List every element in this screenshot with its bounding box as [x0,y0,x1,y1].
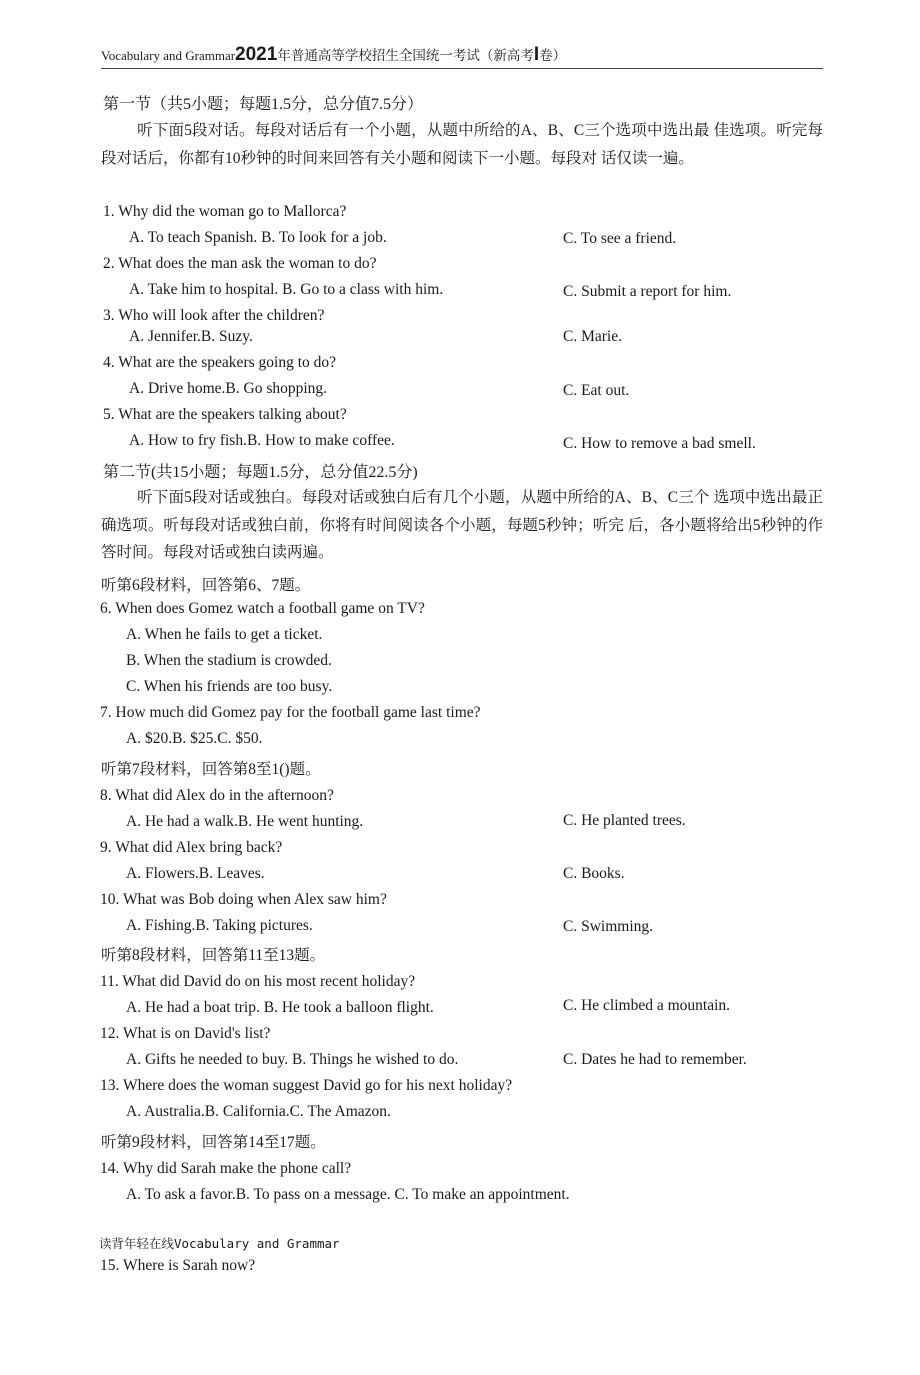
question-7-options: A. $20.B. $25.C. $50. [126,730,263,747]
header-tail: 卷） [539,48,567,63]
question-10-option-c: C. Swimming. [563,918,654,935]
header-year: 2021 [235,44,278,65]
question-8-option-c: C. He planted trees. [563,812,686,829]
question-9-options-ab: A. Flowers.B. Leaves. [126,865,265,882]
question-10: 10. What was Bob doing when Alex saw him? [100,891,387,908]
question-2-options-ab: A. Take him to hospital. B. Go to a class with him. [129,281,444,298]
question-13-options: A. Australia.B. California.C. The Amazon. [126,1103,391,1120]
section1-instructions: 听下面5段对话。每段对话后有一个小题，从题中所给的A、B、C三个选项中选出最 佳选项。听完每段对话后，你都有10秒钟的时间来回答有关小题和阅读下一小题。每段对 话仅读一遍。 [101,122,823,167]
question-3-option-c: C. Marie. [563,328,622,345]
question-15: 15. Where is Sarah now? [100,1257,256,1274]
question-5-options-ab: A. How to fry fish.B. How to make coffee. [129,432,395,449]
question-10-options-ab: A. Fishing.B. Taking pictures. [126,917,313,934]
question-14: 14. Why did Sarah make the phone call? [100,1160,352,1177]
question-3: 3. Who will look after the children? [103,307,325,324]
question-14-options: A. To ask a favor.B. To pass on a message. C. To make an appointment. [126,1186,570,1203]
question-6-option-a: A. When he fails to get a ticket. [126,626,323,643]
section1-title: 第一节（共5小题；每题1.5分，总分值7.5分） [103,96,424,113]
header-mark: I [533,44,540,65]
header-title: 年普通高等学校招生全国统一考试（新高考 [277,48,534,63]
question-11-option-c: C. He climbed a mountain. [563,997,731,1014]
material-8-heading: 听第8段材料，回答第11至13题。 [101,947,326,964]
question-2: 2. What does the man ask the woman to do? [103,255,377,272]
header-left: Vocabulary and Grammar [101,48,236,63]
question-6-option-b: B. When the stadium is crowded. [126,652,332,669]
material-6-heading: 听第6段材料，回答第6、7题。 [101,577,311,594]
question-1-option-c: C. To see a friend. [563,230,677,247]
question-7: 7. How much did Gomez pay for the football game last time? [100,704,481,721]
question-11: 11. What did David do on his most recent holiday? [100,973,416,990]
footer-text: 读背年轻在线Vocabulary and Grammar [99,1236,340,1251]
question-9: 9. What did Alex bring back? [100,839,283,856]
question-6-option-c: C. When his friends are too busy. [126,678,333,695]
question-5: 5. What are the speakers talking about? [103,406,347,423]
question-8: 8. What did Alex do in the afternoon? [100,787,334,804]
question-13: 13. Where does the woman suggest David go for his next holiday? [100,1077,513,1094]
question-2-option-c: C. Submit a report for him. [563,283,732,300]
question-4: 4. What are the speakers going to do? [103,354,336,371]
question-3-options-ab: A. Jennifer.B. Suzy. [129,328,253,345]
question-12: 12. What is on David's list? [100,1025,271,1042]
page-header [101,44,823,69]
question-1: 1. Why did the woman go to Mallorca? [103,203,347,220]
question-12-option-c: C. Dates he had to remember. [563,1051,747,1068]
question-1-options-ab: A. To teach Spanish. B. To look for a job. [129,229,387,246]
question-6: 6. When does Gomez watch a football game on TV? [100,600,425,617]
question-8-options-ab: A. He had a walk.B. He went hunting. [126,813,364,830]
section2-title: 第二节(共15小题；每题1.5分，总分值22.5分) [103,464,418,481]
question-5-option-c: C. How to remove a bad smell. [563,435,756,452]
question-4-options-ab: A. Drive home.B. Go shopping. [129,380,328,397]
material-7-heading: 听第7段材料，回答第8至1()题。 [101,761,321,778]
question-9-option-c: C. Books. [563,865,625,882]
section2-instructions: 听下面5段对话或独白。每段对话或独白后有几个小题，从题中所给的A、B、C三个 选项中选出最正确选项。听每段对话或独白前，你将有时间阅读各个小题，每题5秒钟；听完 后，各小题将给出5秒钟的作答时间。每段对话或独白读两遍。 [101,489,823,561]
question-4-option-c: C. Eat out. [563,382,630,399]
material-9-heading: 听第9段材料，回答第14至17题。 [101,1134,326,1151]
question-11-options-ab: A. He had a boat trip. B. He took a balloon flight. [126,999,434,1016]
question-12-options-ab: A. Gifts he needed to buy. B. Things he wished to do. [126,1051,459,1068]
